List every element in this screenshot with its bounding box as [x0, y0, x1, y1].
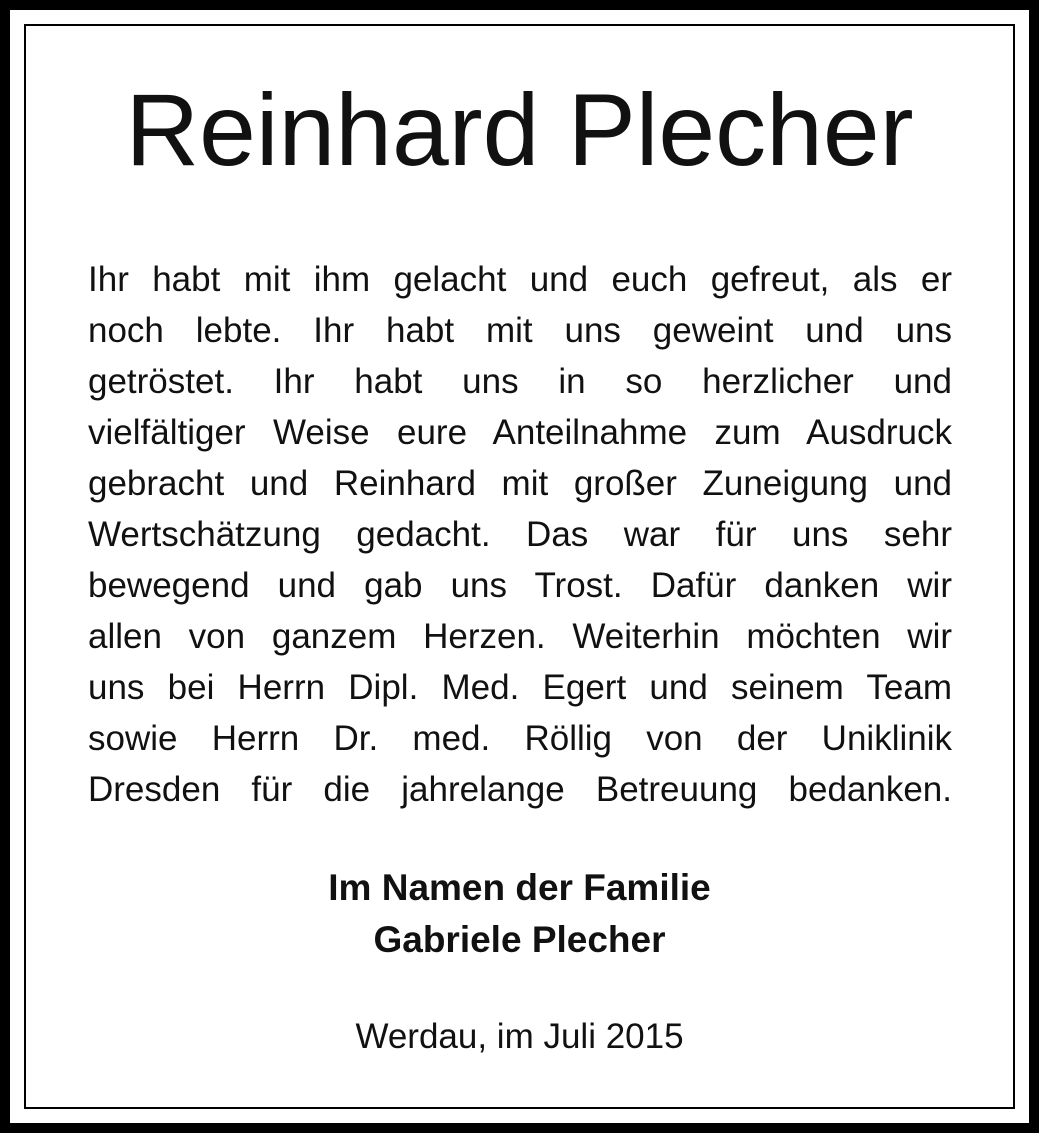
- text-line: bewegend und gab uns Trost. Dafür danken wir: [88, 566, 952, 605]
- signature-line-family: Im Namen der Familie: [328, 867, 711, 908]
- place-and-date: Werdau, im Juli 2015: [355, 1017, 684, 1056]
- text-line: Wertschätzung gedacht. Das war für uns sehr: [88, 515, 952, 554]
- text-line: uns bei Herrn Dipl. Med. Egert und seinem Team: [88, 668, 952, 707]
- text-line: sowie Herrn Dr. med. Röllig von der Uniklinik: [88, 719, 952, 758]
- deceased-name: Reinhard Plecher: [125, 73, 914, 187]
- text-line: Dresden für die jahrelange Betreuung bedanken.: [88, 770, 952, 809]
- text-line: noch lebte. Ihr habt mit uns geweint und uns: [88, 311, 952, 350]
- text-line: allen von ganzem Herzen. Weiterhin möchten wir: [88, 617, 952, 656]
- signature-line-name: Gabriele Plecher: [373, 919, 666, 960]
- text-line: vielfältiger Weise eure Anteilnahme zum Ausdruck: [88, 413, 952, 452]
- family-signature: [0, 862, 1039, 966]
- thank-you-text: [88, 254, 952, 815]
- text-line: gebracht und Reinhard mit großer Zuneigung und: [88, 464, 952, 503]
- text-line: Ihr habt mit ihm gelacht und euch gefreut, als er: [88, 260, 952, 299]
- text-line: getröstet. Ihr habt uns in so herzlicher und: [88, 362, 952, 401]
